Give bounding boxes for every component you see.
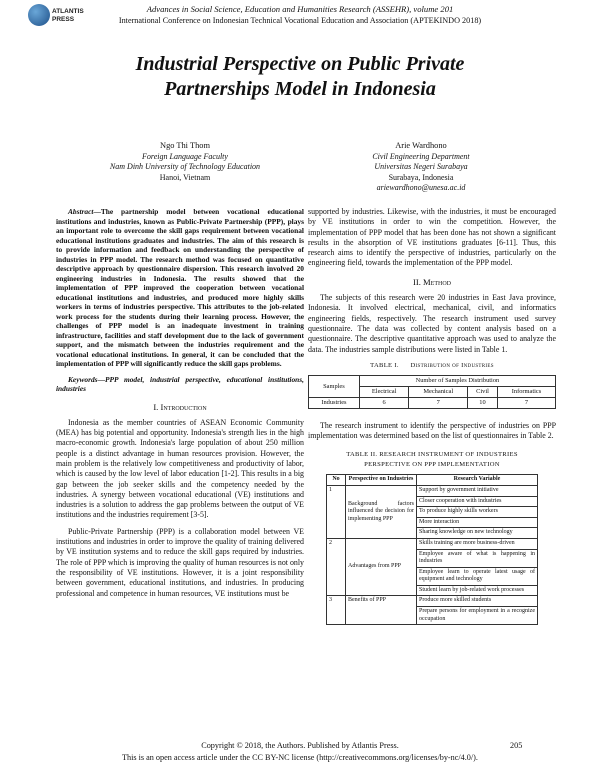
table2-caption-line2: PERSPECTIVE ON PPP IMPLEMENTATION [364, 461, 500, 469]
table2-no: 3 [327, 596, 346, 625]
publisher-name-line1: ATLANTIS [52, 8, 84, 15]
section-heading-introduction: I. Introduction [153, 401, 207, 412]
table1-field: Electrical [359, 387, 409, 398]
right-column [308, 207, 556, 625]
table2 [326, 474, 538, 625]
table1-field: Informatics [497, 387, 555, 398]
table-row [327, 596, 538, 607]
keywords-label: Keywords [68, 374, 98, 384]
left-column [56, 207, 304, 605]
table-row [327, 538, 538, 549]
table2-header-perspective: Perspective on Industries [346, 475, 417, 486]
title-line-1: Industrial Perspective on Public Private [135, 53, 465, 75]
table2-variable: Employee aware of what is happening in industries [417, 549, 538, 567]
author-email[interactable]: ariewardhono@unesa.ac.id [376, 183, 466, 192]
page-number: 205 [510, 741, 523, 750]
conference-header: International Conference on Indonesian Technical Vocational Education and Association (APTEKINDO 2018) [118, 16, 482, 25]
right-paragraph-1: supported by industries. Likewise, with the industries, it must be encouraged by VE institutions in order to win the competition. However, the implementation of PPP model that has been done has not shown a significant results in the absorption of VE institutions graduates [6-11]. Thus, this research aims to identify the perspective of industries, particularly on the engineering field, towards the implementation of the PPP model. [308, 207, 556, 268]
table2-variable: Support by government initiative [417, 485, 538, 496]
table1-header-group: Number of Samples Distribution [359, 376, 555, 387]
table1-caption [308, 361, 556, 371]
table1-caption-text: Distribution of Industries [410, 361, 494, 369]
author-dept: Foreign Language Faculty [142, 151, 228, 161]
author-city: Surabaya, Indonesia [388, 172, 454, 182]
author-name: Arie Wardhono [395, 141, 447, 150]
series-header: Advances in Social Science, Education and Humanities Research (ASSEHR), volume 201 [146, 4, 454, 14]
keywords [56, 375, 304, 394]
table2-variable: Skills training are more business-driven [417, 538, 538, 549]
table2-variable: Employee learn to operate latest usage of equipment and technology [417, 567, 538, 585]
abstract [56, 207, 304, 369]
table2-variable: Produce more skilled students [417, 596, 538, 607]
table2-variable: Prepare persons for employment in a recognize occupation [417, 607, 538, 625]
author-dept: Civil Engineering Department [372, 151, 470, 161]
publisher-name-line2: PRESS [52, 16, 75, 23]
table-row [309, 398, 556, 409]
author-name: Ngo Thi Thom [160, 141, 210, 150]
section-heading-method: II. Method [413, 276, 451, 287]
author-block-1 [70, 141, 300, 183]
instrument-paragraph: The research instrument to identify the perspective of industries on PPP implementation was determined based on the list of questionnaires in Table 2. [308, 421, 556, 441]
table2-perspective: Benefits of PPP [346, 596, 417, 625]
keywords-text: —PPP model, industrial perspective, educational institutions, industries [56, 374, 304, 393]
table1 [308, 375, 556, 409]
abstract-text: —The partnership model between vocational educational institutions and industries, known as Public-Private Partnership (PPP), plays an important role to overcome the skill gaps requirement between vocational educational institutions graduates and industries. The aim of this research is to provide information and feedback on understanding the perspective of industries in PPP model. The research method was focused on quantitative descriptive approach by questionnaire dispersion. This research involved 20 engineering industries in Indonesia. The results showed that the implementation of PPP improved the cooperation between vocational educational institutions and industries, and produced more highly skills workers in terms of industries perspective. This attributes to the job-related work process for the students during their learning process. However, the challenges of PPP model is an inadequate investment in training infrastructure, facilities and staff development due to the lack of government support, and the mismatch between the industries requirement and the vocational educational institutions. In general, it can be concluded that the implementation of PPP will significantly reduce the skill gaps problems. [56, 207, 304, 368]
table2-variable: Student learn by job-related work processes [417, 585, 538, 596]
author-affiliation: Universitas Negeri Surabaya [374, 162, 468, 171]
copyright-line: Copyright © 2018, the Authors. Published by Atlantis Press. [201, 741, 399, 750]
table2-header-variable: Research Variable [417, 475, 538, 486]
table1-field: Civil [468, 387, 498, 398]
abstract-label: Abstract [68, 207, 94, 216]
table1-row-label: Industries [309, 398, 360, 409]
license-line: This is an open access article under the CC BY-NC license (http://creativecommons.org/licenses/by-nc/4.0/). [122, 753, 478, 762]
method-paragraph: The subjects of this research were 20 industries in East Java province, Indonesia. It involved electrical, mechanical, civil, and informatics engineering fields, respectively. The research instrument used survey questionnaire. The data was collected by content analysis based on a questionnaire. The descriptive quantitative approach was used to analyze the data. The industries sample distributions were listed in Table 1. [308, 293, 556, 354]
table1-value: 7 [409, 398, 468, 409]
author-block-2 [306, 141, 536, 194]
table2-no: 1 [327, 485, 346, 538]
table2-header-no: No [327, 475, 346, 486]
table1-value: 7 [497, 398, 555, 409]
table2-variable: More interaction [417, 517, 538, 528]
author-city: Hanoi, Vietnam [159, 172, 211, 182]
table1-value: 10 [468, 398, 498, 409]
table2-caption [308, 450, 556, 471]
table1-value: 6 [359, 398, 409, 409]
table2-caption-line1: TABLE II. RESEARCH INSTRUMENT OF INDUSTRIES [346, 450, 518, 458]
table2-variable: To produce highly skills workers [417, 507, 538, 518]
table2-perspective: Background factors influenced the decision for implementing PPP [346, 485, 417, 538]
table2-variable: Sharing knowledge on new technology [417, 528, 538, 539]
intro-paragraph-2: Public-Private Partnership (PPP) is a collaboration model between VE institutions and industries in order to improve the quality of training delivered by VE institution systems and to reduce the skill gaps required by industries. The role of PPP which is improving the quality of human resources is not only the responsibility of VE institutions. However, it is a joint responsibility between government, educational institutions, and industries. In producing professional and competence in human resources, VE institutions must be [56, 526, 304, 598]
table-row [327, 485, 538, 496]
intro-paragraph-1: Indonesia as the member countries of ASEAN Economic Community (MEA) has big potential and opportunity. Indonesia's strength lies in the high macro-economic growth. Indonesia's large population of about 250 million people is a distinct advantage in human resources provision. However, the main problem is the relatively low competitiveness and productivity of labor, which is caused by the low level of labor education [1-2]. This results in a big gap between the job seeker skills and the competency needed by the industries. A synergy between vocational educational (VE) institutions and industries is a solution to address the gap problems between the output of VE institutions and the industries requirement [3-5]. [56, 417, 304, 520]
table2-no: 2 [327, 538, 346, 596]
table2-variable: Closer cooperation with industries [417, 496, 538, 507]
table1-header-samples: Samples [309, 376, 360, 398]
table1-field: Mechanical [409, 387, 468, 398]
table1-caption-number: TABLE I. [370, 361, 399, 369]
paper-title [0, 52, 600, 102]
title-line-2: Partnerships Model in Indonesia [164, 78, 436, 100]
table2-perspective: Advantages from PPP [346, 538, 417, 596]
author-affiliation: Nam Dinh University of Technology Education [109, 162, 261, 171]
